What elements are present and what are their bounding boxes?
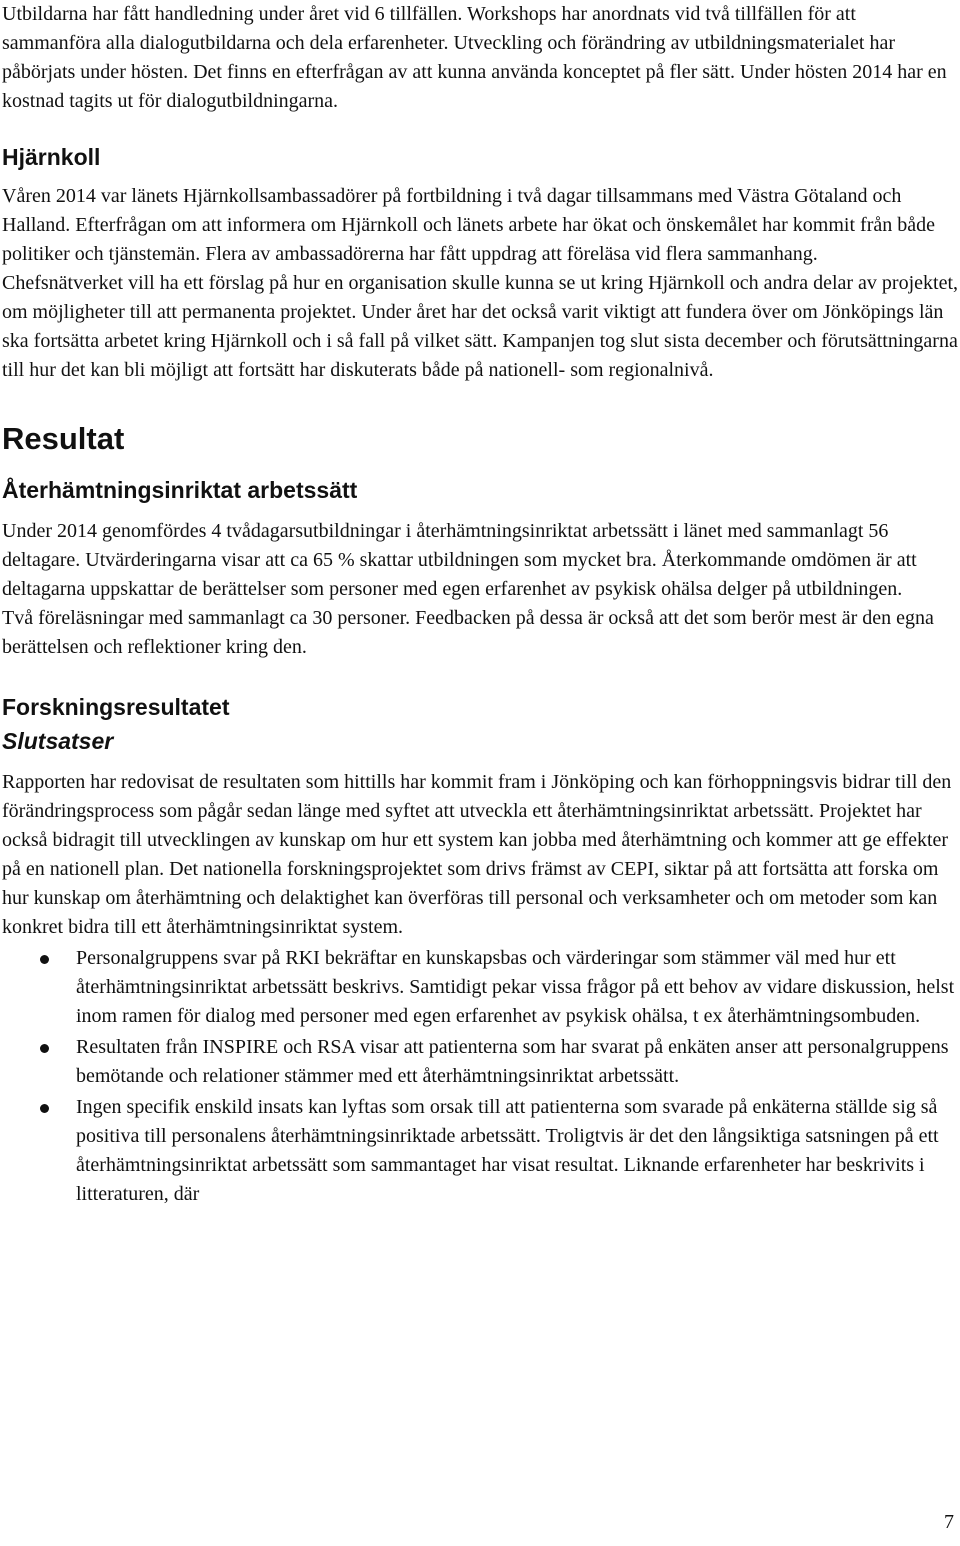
hjarnkoll-paragraph-1: Våren 2014 var länets Hjärnkollsambassadörer på fortbildning i två dagar tillsammans med Västra Götaland och Halland. Efterfrågan om att informera om Hjärnkoll och länets arbete har ökat och önskemålet har kommit från både politiker och tjänstemän. Flera av ambassadörerna har fått uppdrag att föreläsa vid flera sammanhang. (2, 185, 935, 265)
list-item (2, 1093, 958, 1209)
aterhamtning-heading: Återhämtningsinriktat arbetssätt (2, 477, 358, 503)
resultat-paragraph-2: Två föreläsningar med sammanlagt ca 30 personer. Feedbacken på dessa är också att det som berör mest är den egna berättelsen och reflektioner kring den. (2, 607, 934, 658)
list-item (2, 944, 958, 1031)
forskning-heading: Forskningsresultatet (2, 694, 230, 720)
list-item-text: Personalgruppens svar på RKI bekräftar en kunskapsbas och värderingar som stämmer väl med hur ett återhämtningsinriktat arbetssätt beskrivs. Samtidigt pekar vissa frågor på ett behov av vidare diskussion, helst inom ramen för dialog med personer med egen erfarenhet av psykisk ohälsa, t ex återhämtningsombuden. (76, 947, 955, 1027)
hjarnkoll-heading: Hjärnkoll (2, 144, 101, 170)
list-item (2, 1033, 958, 1091)
page-number: 7 (944, 1511, 954, 1533)
hjarnkoll-paragraph-2: Chefsnätverket vill ha ett förslag på hur en organisation skulle kunna se ut kring Hjärnkoll och andra delar av projektet, om möjligheter till att permanenta projektet. Under året har det också varit viktigt att fundera över om Jönköpings län ska fortsätta arbetet kring Hjärnkoll och i så fall på vilket sätt. Kampanjen tog slut sista december och förutsättningarna till hur det kan bli möjligt att fortsätt har diskuterats både på nationell- som regionalnivå. (2, 272, 959, 381)
bullet-icon (40, 955, 49, 964)
resultat-heading: Resultat (2, 421, 125, 456)
conclusions-list (2, 944, 958, 1209)
list-item-text: Ingen specifik enskild insats kan lyftas som orsak till att patienterna som svarade på enkäterna ställde sig så positiva till personalens återhämtningsinriktade arbetssätt. Troligtvis är det den långsiktiga satsningen på ett återhämtningsinriktat arbetssätt som sammantaget har visat resultat. Liknande erfarenheter har beskrivits i litteraturen, där (76, 1096, 939, 1205)
forskning-paragraph: Rapporten har redovisat de resultaten som hittills har kommit fram i Jönköping och kan förhoppningsvis bidrar till den förändringsprocess som pågår sedan länge med syftet att utveckla ett återhämtningsinriktat arbetssätt. Projektet har också bidragit till utvecklingen av kunskap om hur ett system kan jobba med återhämtning och kommer att ge effekter på en nationell plan. Det nationella forskningsprojektet som drivs främst av CEPI, siktar på att fortsätta att forska om hur kunskap om återhämtning och delaktighet kan överföras till personal och verksamheter och om metoder som kan konkret bidra till ett återhämtningsinriktat system. (2, 771, 952, 938)
intro-paragraph: Utbildarna har fått handledning under året vid 6 tillfällen. Workshops har anordnats vid två tillfällen för att sammanföra alla dialogutbildarna och dela erfarenheter. Utveckling och förändring av utbildningsmaterialet har påbörjats under hösten. Det finns en efterfrågan av att kunna använda konceptet på fler sätt. Under hösten 2014 har en kostnad tagits ut för dialogutbildningarna. (2, 3, 947, 112)
resultat-paragraph-1: Under 2014 genomfördes 4 tvådagarsutbildningar i återhämtningsinriktat arbetssätt i länet med sammanlagt 56 deltagare. Utvärderingarna visar att ca 65 % skattar utbildningen som mycket bra. Återkommande omdömen är att deltagarna uppskattar de berättelser som personer med egen erfarenhet av psykisk ohälsa delger på utbildningen. (2, 520, 917, 600)
bullet-icon (40, 1044, 49, 1053)
list-item-text: Resultaten från INSPIRE och RSA visar att patienterna som har svarat på enkäten anser att personalgruppens bemötande och relationer stämmer med ett återhämtningsinriktat arbetssätt. (76, 1036, 949, 1087)
slutsatser-heading: Slutsatser (2, 728, 114, 754)
bullet-icon (40, 1104, 49, 1113)
